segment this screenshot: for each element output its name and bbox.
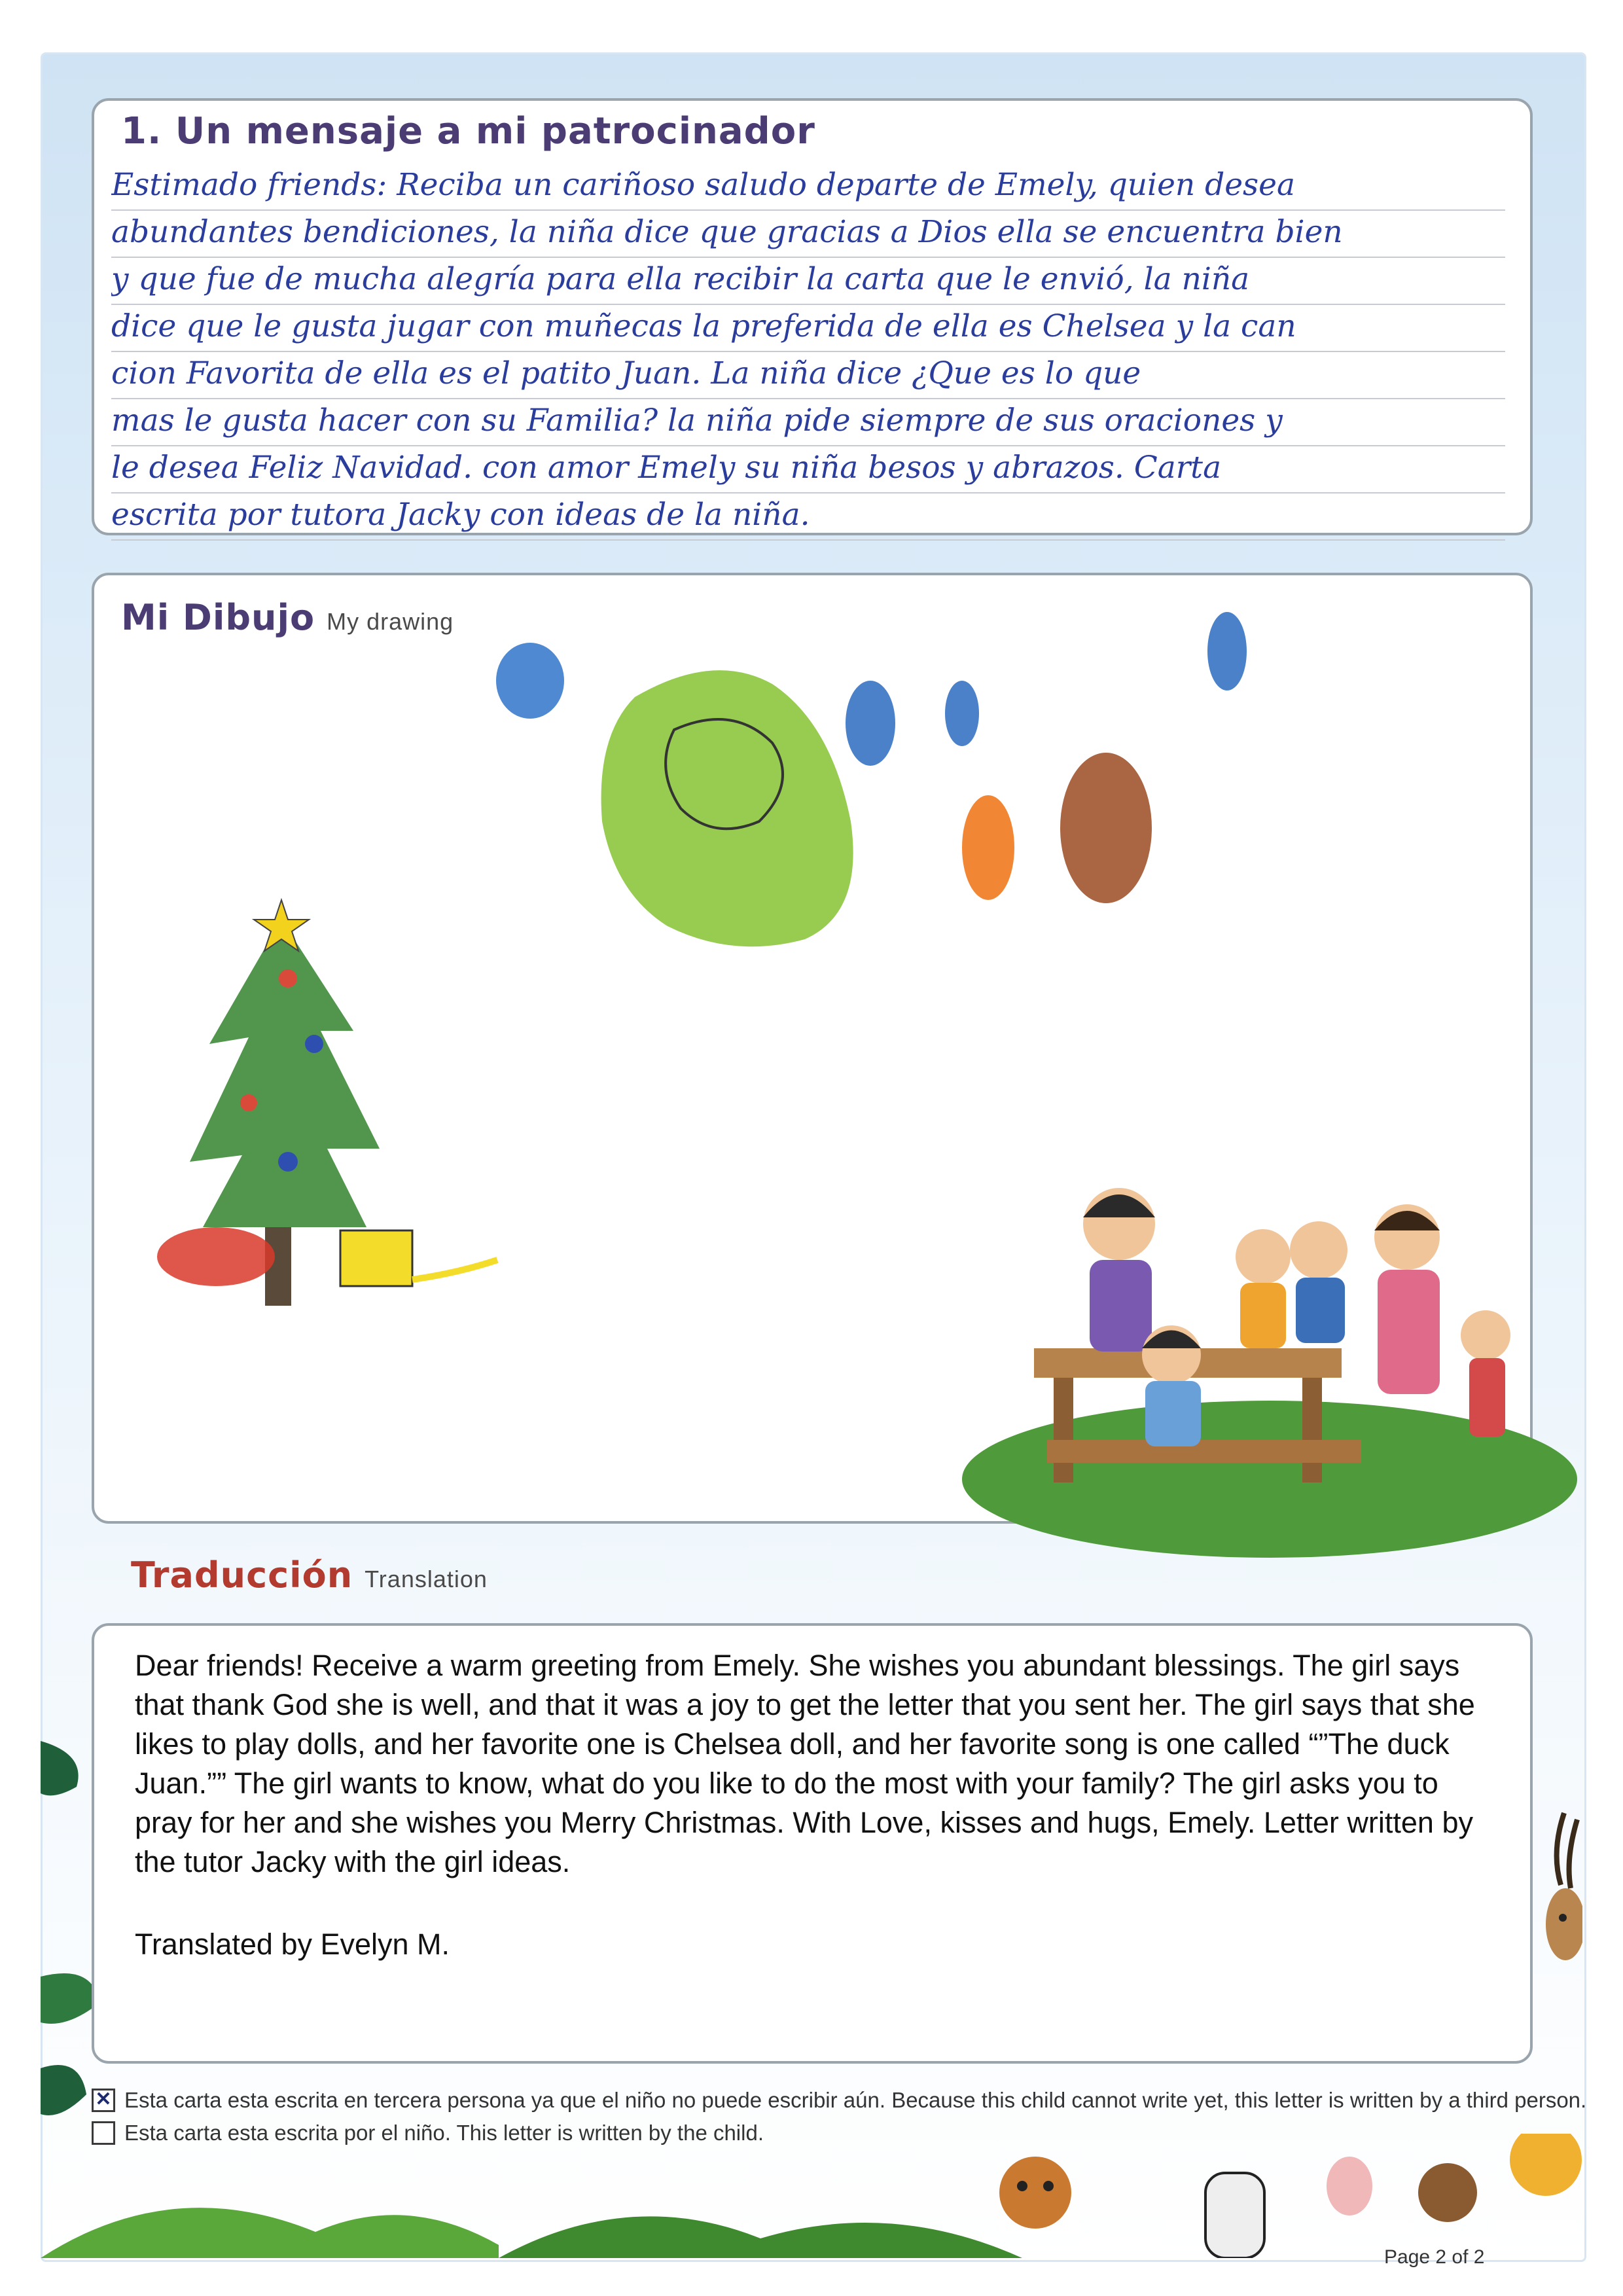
translation-subtitle: Translation [365,1566,488,1592]
child-wrote-checkbox-label: Esta carta esta escrita por el niño. This letter is written by the child. [124,2121,764,2145]
handwritten-line: cion Favorita de ella es el patito Juan. La niña dice ¿Que es lo que [111,352,1505,399]
third-person-checkbox-label: Esta carta esta escrita en tercera persona ya que el niño no puede escribir aún. Because this child cannot write yet, this letter is written by a third person. [124,2088,1587,2112]
antelope-illustration [1525,1806,1582,2003]
handwritten-line: y que fue de mucha alegría para ella recibir la carta que le envió, la niña [111,258,1505,305]
handwritten-line: abundantes bendiciones, la niña dice que gracias a Dios ella se encuentra bien [111,211,1505,258]
yellow-stroke [412,1260,497,1280]
handwritten-line: mas le gusta hacer con su Familia? la niña pide siempre de sus oraciones y [111,399,1505,446]
red-gift [157,1227,275,1286]
drawing-subtitle: My drawing [327,608,454,635]
translation-title [131,1554,488,1596]
handwritten-message [111,164,1505,541]
handwritten-line: dice que le gusta jugar con muñecas la preferida de ella es Chelsea y la can [111,305,1505,352]
orange-scribble [962,795,1014,900]
third-person-checkbox-row[interactable] [92,2088,1586,2113]
handwritten-line: escrita por tutora Jacky con ideas de la niña. [111,493,1505,541]
handwritten-line: le desea Feliz Navidad. con amor Emely su niña besos y abrazos. Carta [111,446,1505,493]
translator-credit: Translated by Evelyn M. [135,1928,450,1961]
handwritten-line: Estimado friends: Reciba un cariñoso saludo departe de Emely, quien desea [111,164,1505,211]
yellow-gift [340,1230,412,1286]
page-number: Page 2 of 2 [1384,2246,1485,2268]
brown-scribble [1060,753,1152,903]
family-picnic-illustration [949,1139,1590,1558]
translation-title-text: Traducción [131,1554,353,1596]
jungle-animals-illustration [41,2134,1582,2258]
translation-text: Dear friends! Receive a warm greeting from Emely. She wishes you abundant blessings. The girl says that thank God she is well, and that it was a joy to get the letter that you sent her. The girl says that she likes to play dolls, and her favorite one is Chelsea doll, and her favorite song is one called “”The duck Juan.”” The girl wants to know, what do you like to do the most with your family? The girl asks you to pray for her and she wishes you Merry Christmas. With Love, kisses and hugs, Emely. Letter written by the tutor Jacky with the girl ideas. [135,1649,1475,1878]
message-title: 1. Un mensaje a mi patrocinador [121,110,815,152]
third-person-checkbox[interactable]: ✕ [92,2089,115,2112]
green-blob [601,670,853,946]
drawing-title-text: Mi Dibujo [121,597,315,638]
